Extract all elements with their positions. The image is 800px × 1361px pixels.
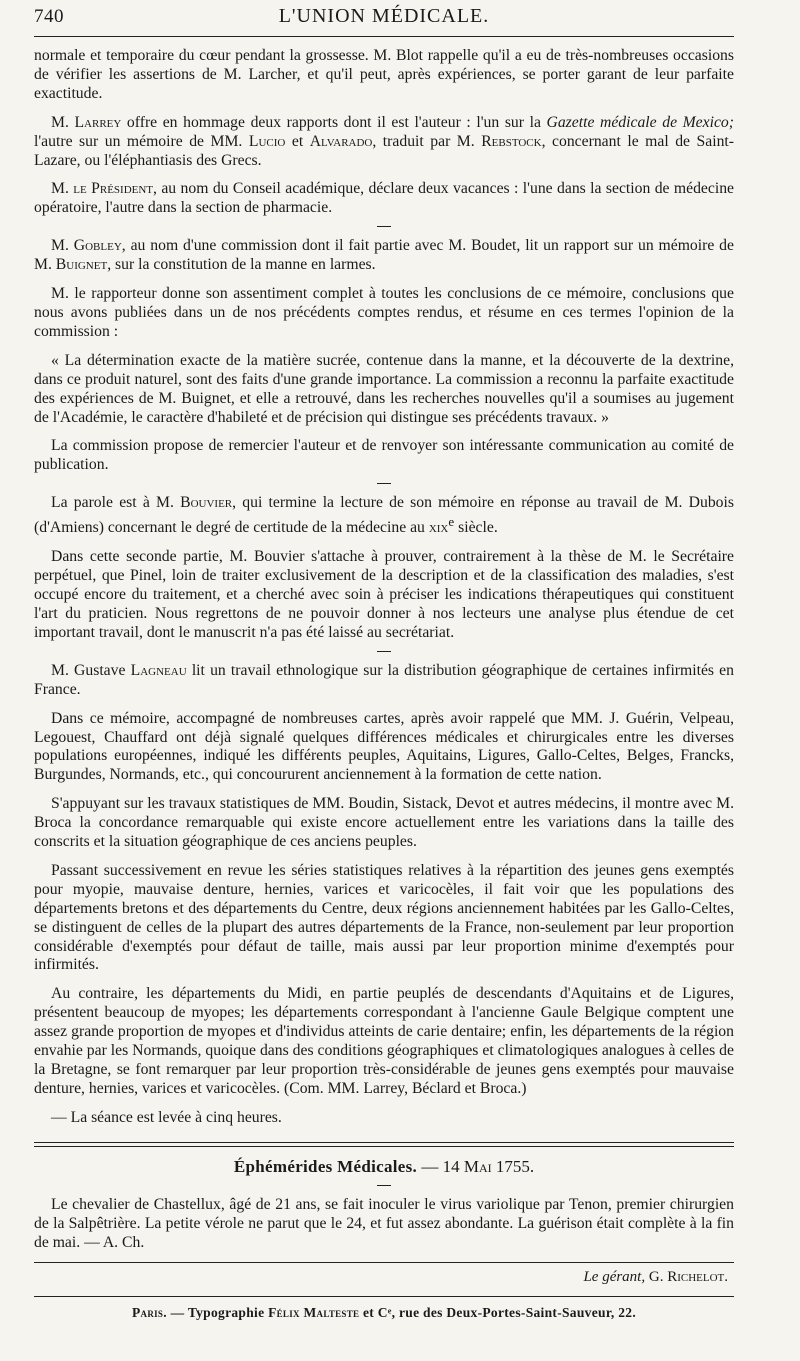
- paragraph-larrey: M. Larrey offre en hommage deux rapports dont il est l'auteur : l'un sur la Gazette médicale de Mexico; l'autre sur un mémoire de MM. Lucio et Alvarado, traduit par M. Rebstock, concernant le mal de Saint-Lazare, ou l'éléphantiasis des Grecs.: [34, 113, 735, 169]
- paragraph-lagneau: M. Gustave Lagneau lit un travail ethnologique sur la distribution géographique de certaines infirmités en France.: [34, 661, 734, 698]
- paragraph-bouvier: La parole est à M. Bouvier, qui termine la lecture de son mémoire en réponse au travail de M. Dubois (d'Amiens) concernant le degré de certitude de la médecine au xix$^e$ siècle.: [34, 494, 734, 537]
- page-header: [34, 0, 734, 37]
- name-larrey: Larrey: [74, 113, 122, 131]
- gerant-signature: Le gérant, G. Richelot.: [583, 1269, 728, 1286]
- paragraph-rapporteur: M. le rapporteur donne son assentiment complet à toutes les conclusions de ce mémoire, conclusions que nous avons publiées dans un de nos précédents comptes rendus, et résume en ces termes l'opinion de la commission :: [34, 285, 734, 340]
- paragraph-commission: La commission propose de remercier l'auteur et de renvoyer son intéressante communication au comité de publication.: [34, 437, 734, 474]
- paragraph-seance-levee: — La séance est levée à cinq heures.: [51, 1108, 282, 1126]
- double-rule: [34, 1142, 734, 1147]
- article-body: [34, 47, 734, 1128]
- paragraph-midi: Au contraire, les départements du Midi, en partie peuplés de descendants d'Aquitains et de Ligures, présentent beaucoup de myopes; les départements correspondant à l'ancienne Gaule Belgique comptent une assez grande proportion de myopes et d'individus atteints de carie dentaire; enfin, les départements de la région envahie par les Normands, quoique dans des conditions géographiques et climatologiques analogues à celles de la Bretagne, se font remarquer par leur proportion très-considérable de jeunes gens exemptés pour mauvaise denture, hernies, varices et varicocèles. (Com. MM. Larrey, Béclard et Broca.): [34, 985, 734, 1097]
- paragraph-quote: « La détermination exacte de la matière sucrée, contenue dans la manne, et la découverte de la dextrine, dans ce produit naturel, sont des faits d'une grande importance. La commission a reconnu la parfaite exactitude des expériences de M. Buignet, et elle a retrouvé, dans les recherches nouvelles qu'il a soumises au jugement de l'Académie, le caractère d'habileté et de précision qui distingue ses précédents travaux. »: [34, 351, 734, 426]
- rule: [34, 1296, 734, 1297]
- paragraph-pinel: Dans cette seconde partie, M. Bouvier s'attache à prouver, contrairement à la thèse de M. le Secrétaire perpétuel, que Pinel, loin de traiter exclusivement de la description et de la classification des maladies, s'est occupé encore du traitement, et a cherché avec soin à préciser les indications thérapeutiques qui constituent l'art du praticien. Nous regrettons de ne pouvoir donner à nos lecteurs une analyse plus étendue de cet important travail, dont le manuscrit n'a pas été laissé au secrétariat.: [34, 548, 734, 641]
- section-separator: [377, 651, 391, 652]
- paragraph-series: Passant successivement en revue les séries statistiques relatives à la répartition des jeunes gens exemptés pour myopie, mauvaise denture, hernies, varices et varicocèles, il fait voir que les populations des départements bretons et des départements du Centre, deux régions anciennement habitées par les Gallo-Celtes, se distinguent de celles de la plupart des autres départements de la France, non-seulement par leur proportion considérable d'exemptés pour défaut de taille, mais aussi par leur proportion minime d'exemptés pour infirmités.: [34, 861, 734, 974]
- paragraph-blot: normale et temporaire du cœur pendant la grossesse. M. Blot rappelle qu'il a eu de très-nombreuses occasions de vérifier les assertions de M. Larcher, et qu'il peut, après expériences, se porter garant de leur parfaite exactitude.: [34, 47, 734, 102]
- rule: [34, 1262, 734, 1263]
- section-separator: [377, 483, 391, 484]
- printer-imprint: Paris. — Typographie Félix Malteste et Cᵉ, rue des Deux-Portes-Saint-Sauveur, 22.: [131, 1305, 636, 1321]
- ephemerides-title: Éphémérides Médicales.: [233, 1156, 418, 1176]
- paragraph-gobley: M. Gobley, au nom d'une commission dont il fait partie avec M. Boudet, lit un rapport sur un mémoire de M. Buignet, sur la constitution de la manne en larmes.: [34, 237, 734, 274]
- paragraph-president: M. le Président, au nom du Conseil académique, déclare deux vacances : l'une dans la section de médecine opératoire, l'autre dans la section de pharmacie.: [34, 180, 735, 217]
- paragraph-memoire: Dans ce mémoire, accompagné de nombreuses cartes, après avoir rappelé que MM. J. Guérin, Velpeau, Legouest, Chauffard ont déjà signalé quelques différences médicales et chirurgicales entre les diverses populations européennes, indiqué les différents peuples, Aquitains, Ligures, Gallo-Celtes, Belges, Francks, Burgundes, Normands, etc., qui concoururent anciennement à la formation de cette nation.: [34, 709, 734, 784]
- ephemerides-date: 14 Mai 1755.: [442, 1156, 535, 1176]
- paragraph-statistiques: S'appuyant sur les travaux statistiques de MM. Boudin, Sistack, Devot et autres médecins, il montre avec M. Broca la concordance remarquable qui existe encore actuellement entre les variations dans la taille des conscrits et la situation géographique de ces anciens peuples.: [34, 795, 734, 851]
- gazette-title: Gazette médicale de Mexico;: [546, 113, 735, 131]
- ephemerides-heading: Éphémérides Médicales. — 14 Mai 1755.: [233, 1156, 535, 1176]
- section-separator: [377, 226, 391, 227]
- journal-title: L'UNION MÉDICALE.: [278, 5, 490, 27]
- ephemerides-text: Le chevalier de Chastellux, âgé de 21 ans, se fait inoculer le virus variolique par Tenon, premier chirurgien de la Salpêtrière. La petite vérole ne parut que le 24, et fut assez abondante. La guérison était complète à la fin de mai. — A. Ch.: [34, 1195, 734, 1251]
- page-number: 740: [34, 6, 64, 27]
- section-separator: [377, 1185, 391, 1186]
